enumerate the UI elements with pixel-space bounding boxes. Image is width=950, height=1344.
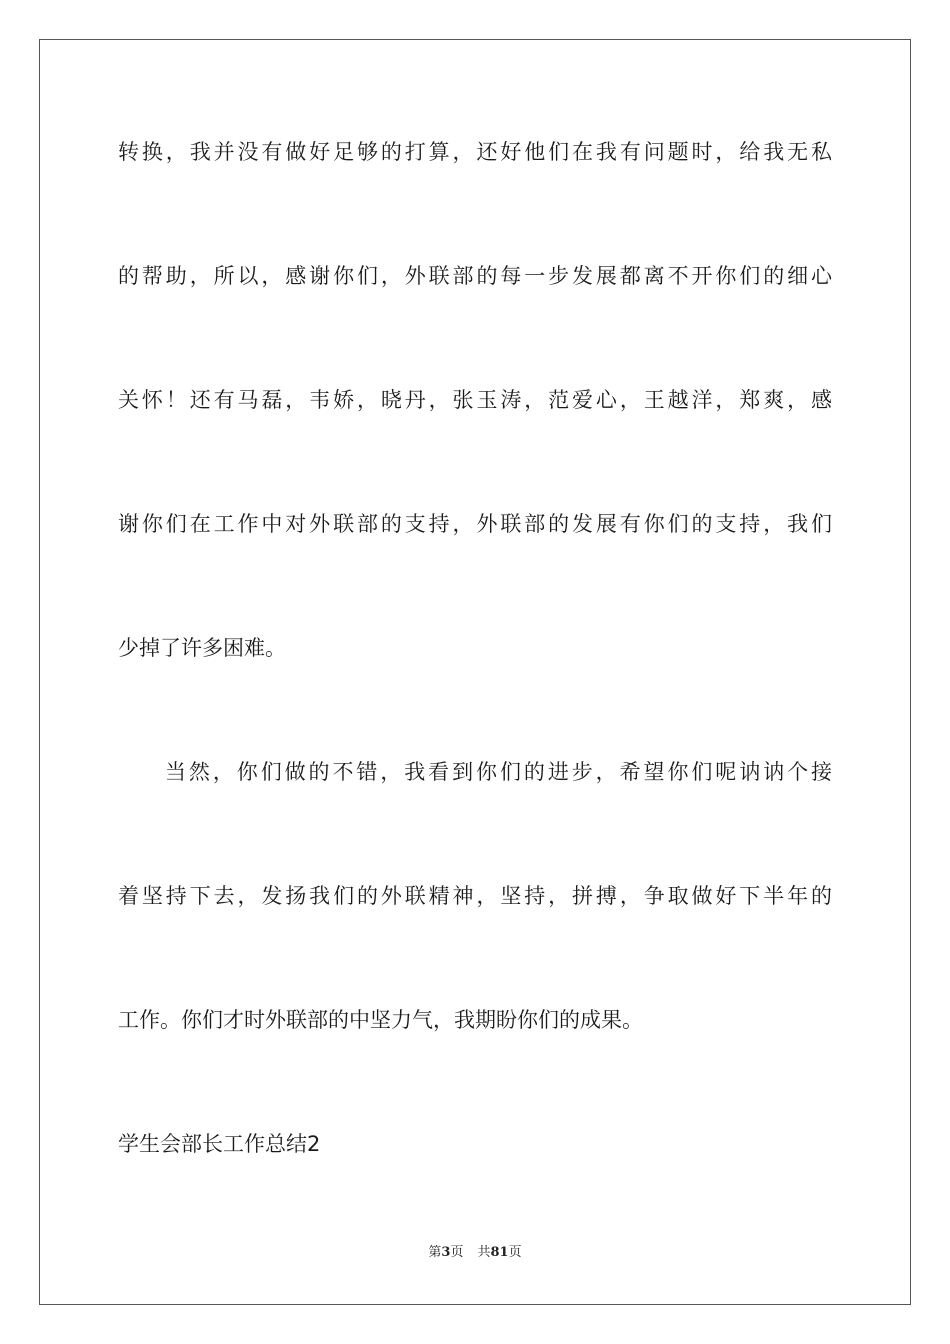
text-line-5: 少掉了许多困难。: [118, 636, 286, 660]
section-heading: 学生会部长工作总结2: [118, 1132, 321, 1156]
footer-total-prefix: 共: [477, 1245, 491, 1260]
text-line-6: 当然，你们做的不错，我看到你们的进步，希望你们呢讷讷个接: [165, 760, 832, 784]
footer-prefix: 第: [428, 1245, 442, 1260]
page-footer: [0, 1244, 950, 1262]
text-line-3: 关怀！还有马磊，韦娇，晓丹，张玉涛，范爱心，王越洋，郑爽，感: [118, 388, 832, 412]
footer-page-suffix: 页: [450, 1245, 464, 1260]
text-line-4: 谢你们在工作中对外联部的支持，外联部的发展有你们的支持，我们: [118, 512, 832, 536]
text-line-8: 工作。你们才时外联部的中坚力气，我期盼你们的成果。: [118, 1008, 643, 1032]
text-line-2: 的帮助，所以，感谢你们，外联部的每一步发展都离不开你们的细心: [118, 264, 832, 288]
footer-total-suffix: 页: [508, 1245, 522, 1260]
page-border: [39, 39, 911, 1305]
current-page-number: 3: [441, 1245, 451, 1260]
text-line-7: 着坚持下去，发扬我们的外联精神，坚持，拼搏，争取做好下半年的: [118, 884, 832, 908]
text-line-1: 转换，我并没有做好足够的打算，还好他们在我有问题时，给我无私: [118, 140, 832, 164]
total-pages-number: 81: [490, 1245, 509, 1260]
